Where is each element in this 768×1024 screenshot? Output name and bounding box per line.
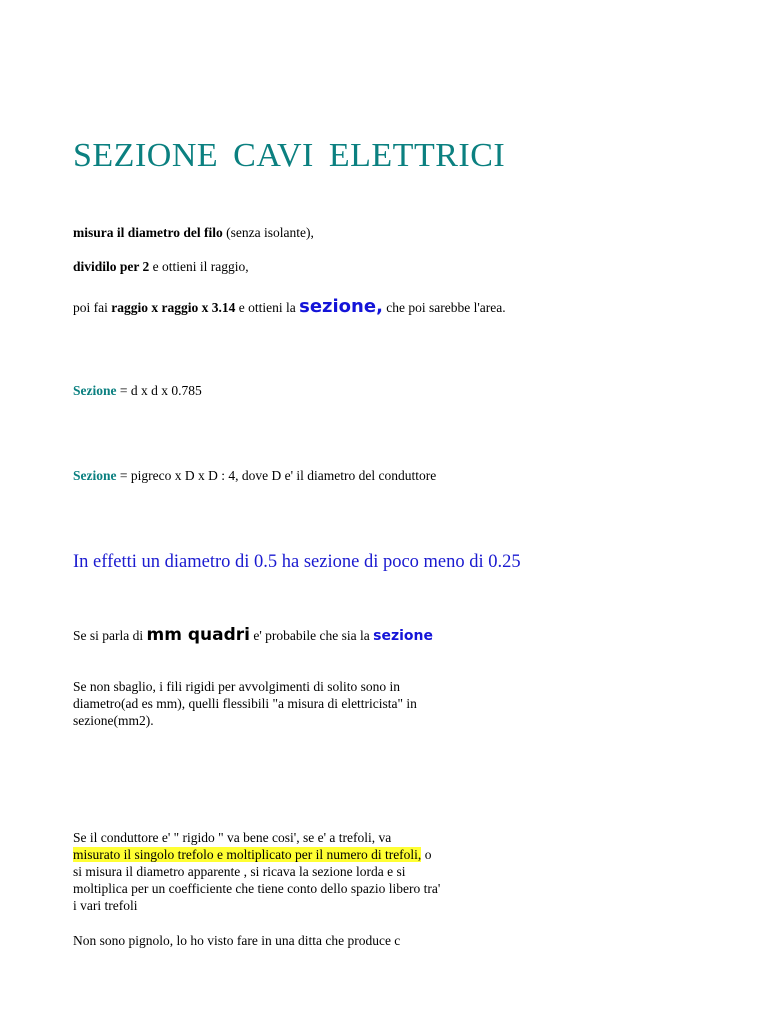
paragraph-rigid-wires-line-3: sezione(mm2). [73, 713, 154, 728]
paragraph-rigid-wires-line-1: Se non sbaglio, i fili rigidi per avvolgimenti di solito sono in [73, 679, 400, 694]
sezione-emphasis: sezione [373, 628, 433, 644]
plain-text: e' probabile che sia la [249, 628, 374, 643]
formula-text: = d x d x 0.785 [116, 383, 202, 398]
paragraph-area [73, 296, 506, 319]
mm-quadri-emphasis: mm quadri [146, 625, 250, 645]
paragraph-trefoli-line-3: si misura il diametro apparente , si ricava la sezione lorda e si [73, 864, 406, 879]
plain-text: poi fai [73, 300, 112, 315]
plain-text: Se si parla di [73, 628, 147, 643]
plain-text: e ottieni la [235, 300, 300, 315]
sezione-emphasis: sezione, [299, 296, 383, 317]
paragraph-measure-diameter [73, 224, 314, 241]
paragraph-pignolo: Non sono pignolo, lo ho visto fare in una ditta che produce c [73, 933, 401, 948]
plain-text: o [421, 847, 432, 862]
paragraph-trefoli-line-1: Se il conduttore e' " rigido " va bene cosi', se e' a trefoli, va [73, 830, 392, 845]
page-title: SEZIONE CAVI ELETTRICI [73, 137, 506, 174]
sezione-label: Sezione [73, 383, 117, 398]
paragraph-trefoli-line-4: moltiplica per un coefficiente che tiene conto dello spazio libero tra' [73, 881, 441, 896]
bold-text: misura il diametro del filo [73, 225, 223, 240]
plain-text: (senza isolante), [222, 225, 314, 240]
bold-text: raggio x raggio x 3.14 [111, 300, 236, 315]
formula-text: = pigreco x D x D : 4, dove D e' il diametro del conduttore [116, 468, 437, 483]
formula-pigreco [73, 467, 436, 484]
paragraph-mm-quadri [73, 624, 433, 647]
paragraph-trefoli-line-5: i vari trefoli [73, 898, 138, 913]
paragraph-rigid-wires-line-2: diametro(ad es mm), quelli flessibili "a misura di elettricista" in [73, 696, 417, 711]
plain-text: che poi sarebbe l'area. [382, 300, 506, 315]
effetti-statement: In effetti un diametro di 0.5 ha sezione di poco meno di 0.25 [73, 552, 521, 572]
bold-text: dividilo per 2 [73, 259, 150, 274]
paragraph-divide [73, 258, 249, 275]
sezione-label: Sezione [73, 468, 117, 483]
formula-diameter-squared [73, 382, 202, 399]
highlighted-text: misurato il singolo trefolo e moltiplicato per il numero di trefoli, [73, 847, 422, 862]
paragraph-trefoli-line-2 [73, 846, 431, 863]
plain-text: e ottieni il raggio, [149, 259, 249, 274]
